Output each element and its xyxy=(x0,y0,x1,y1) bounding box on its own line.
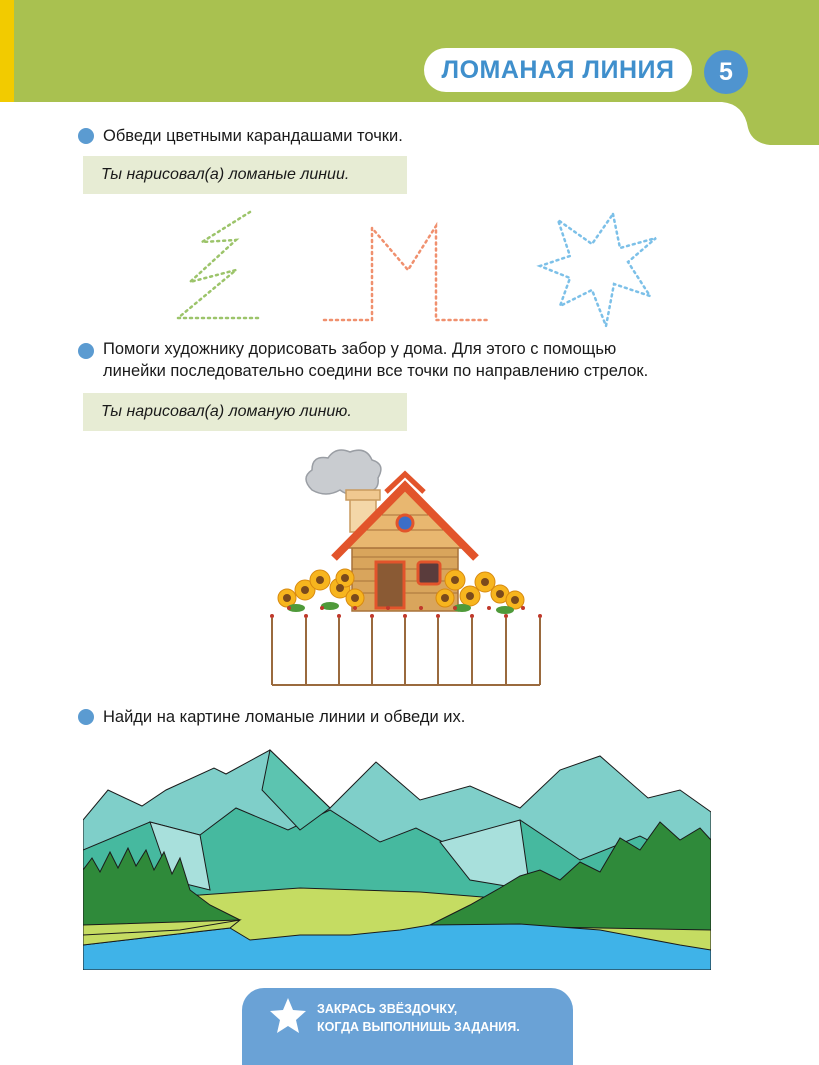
task-2 xyxy=(78,338,648,382)
fence xyxy=(272,618,540,685)
task-1 xyxy=(78,125,403,147)
dotted-star-blue[interactable] xyxy=(540,214,656,326)
footer-line-1: ЗАКРАСЬ ЗВЁЗДОЧКУ, xyxy=(317,1002,458,1016)
footer-line-2: КОГДА ВЫПОЛНИШЬ ЗАДАНИЯ. xyxy=(317,1020,520,1034)
dotted-zigzag-green[interactable] xyxy=(178,212,258,318)
bullet-icon xyxy=(78,343,94,359)
task-2-text-line2: линейки последовательно соедини все точки по направлению стрелок. xyxy=(103,362,649,380)
mountain-landscape[interactable] xyxy=(83,745,711,970)
dotted-m-shape-orange[interactable] xyxy=(324,226,488,320)
task-3 xyxy=(78,706,465,728)
bullet-icon xyxy=(78,709,94,725)
header-band xyxy=(0,0,819,145)
house-fence-illustration[interactable] xyxy=(260,440,550,695)
task-1-note: Ты нарисовал(а) ломаные линии. xyxy=(83,156,407,194)
star-icon[interactable] xyxy=(268,996,308,1036)
chimney-smoke xyxy=(306,450,381,495)
house-window xyxy=(418,562,440,584)
task-3-text: Найди на картине ломаные линии и обведи их. xyxy=(103,708,466,726)
footer-banner xyxy=(242,988,573,1065)
task-2-text-line1: Помоги художнику дорисовать забор у дома. Для этого с помощью xyxy=(103,340,617,358)
bullet-icon xyxy=(78,128,94,144)
round-window xyxy=(397,515,413,531)
house-door xyxy=(376,562,404,608)
page-title: ЛОМАНАЯ ЛИНИЯ xyxy=(424,48,692,92)
page-number-badge: 5 xyxy=(704,50,748,94)
dotted-lines-exercise[interactable] xyxy=(0,200,819,335)
footer-text xyxy=(317,1000,557,1036)
task-2-note: Ты нарисовал(а) ломаную линию. xyxy=(83,393,407,431)
task-1-text: Обведи цветными карандашами точки. xyxy=(103,127,403,145)
